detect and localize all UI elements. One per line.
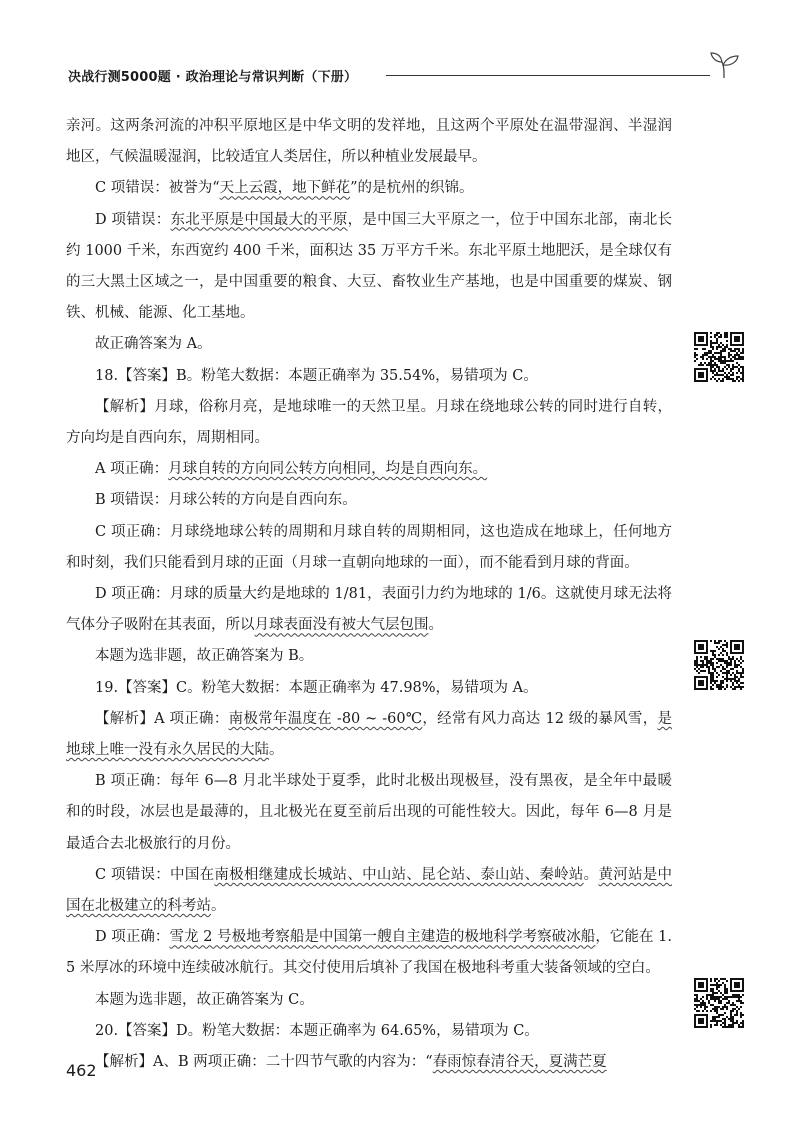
book-title: 决战行测5000题 · 政治理论与常识判断（下册）	[68, 70, 358, 85]
paragraph: B 项错误：月球公转的方向是自西向东。	[95, 492, 357, 509]
paragraph: 【解析】A、B 两项正确：二十四节气歌的内容为：“春雨惊春清谷天，夏满芒夏	[95, 1054, 607, 1071]
paragraph: D 项正确：月球的质量大约是地球的 1/81，表面引力约为地球的 1/6。这就使月球无法将气体分子吸附在其表面，所以月球表面没有被大气层包围。	[66, 586, 672, 634]
header-rule	[386, 75, 710, 76]
paragraph: 本题为选非题，故正确答案为 C。	[95, 991, 314, 1008]
running-header	[68, 64, 740, 90]
paragraph: C 项错误：被誉为“天上云霞，地下鲜花”的是杭州的织锦。	[95, 180, 474, 197]
paragraph: 【解析】A 项正确：南极常年温度在 -80 ~ -60℃，经常有风力高达 12 级的暴风雪，是地球上唯一没有永久居民的大陆。	[66, 710, 672, 759]
paragraph: A 项正确：月球自转的方向同公转方向相同，均是自西向东。	[95, 461, 488, 478]
answer-line-20: 20.【答案】D。粉笔大数据：本题正确率为 64.65%，易错项为 C。	[95, 1022, 539, 1039]
qr-code-icon[interactable]	[694, 332, 744, 382]
paragraph: 故正确答案为 A。	[95, 336, 212, 353]
paragraph: C 项错误：中国在南极相继建成长城站、中山站、昆仑站、泰山站、秦岭站。黄河站是中国在北极建立的科考站。	[66, 866, 673, 915]
paragraph: B 项正确：每年 6—8 月北半球处于夏季，此时北极出现极昼，没有黑夜，是全年中最暖和的时段，冰层也是最薄的，且北极光在夏至前后出现的可能性较大。因此，每年 6—8 月是最适合去北极旅行的月份。	[66, 773, 672, 852]
answer-line-19: 19.【答案】C。粉笔大数据：本题正确率为 47.98%，易错项为 A。	[95, 679, 538, 696]
answer-explanations	[66, 111, 672, 1078]
qr-code-icon[interactable]	[694, 978, 744, 1028]
answer-line-18: 18.【答案】B。粉笔大数据：本题正确率为 35.54%，易错项为 C。	[95, 367, 538, 384]
paragraph: 【解析】月球，俗称月亮，是地球唯一的天然卫星。月球在绕地球公转的同时进行自转，方向均是自西向东，周期相同。	[66, 398, 672, 447]
paragraph: 亲河。这两条河流的冲积平原地区是中华文明的发祥地，且这两个平原处在温带湿润、半湿润地区，气候温暖湿润，比较适宜人类居住，所以种植业发展最早。	[66, 118, 672, 166]
qr-code-icon[interactable]	[694, 640, 744, 690]
paragraph: D 项错误：东北平原是中国最大的平原，是中国三大平原之一，位于中国东北部，南北长约 1000 千米，东西宽约 400 千米，面积达 35 万平方千米。东北平原土地肥沃，是全球仅有的三大黑土区域之一，是中国重要的粮食、大豆、畜牧业生产基地，也是中国重要的煤炭、钢铁、机械、能源、化工基地。	[66, 211, 673, 322]
paragraph: C 项正确：月球绕地球公转的周期和月球自转的周期相同，这也造成在地球上，任何地方和时刻，我们只能看到月球的正面（月球一直朝向地球的一面），而不能看到月球的背面。	[66, 523, 672, 571]
sprout-leaf-icon	[708, 50, 740, 80]
page-number: 462	[66, 1061, 97, 1080]
paragraph: D 项正确：雪龙 2 号极地考察船是中国第一艘自主建造的极地科学考察破冰船，它能在 1.5 米厚冰的环境中连续破冰航行。其交付使用后填补了我国在极地科考重大装备领域的空白。	[66, 929, 672, 977]
paragraph: 本题为选非题，故正确答案为 B。	[95, 648, 314, 665]
